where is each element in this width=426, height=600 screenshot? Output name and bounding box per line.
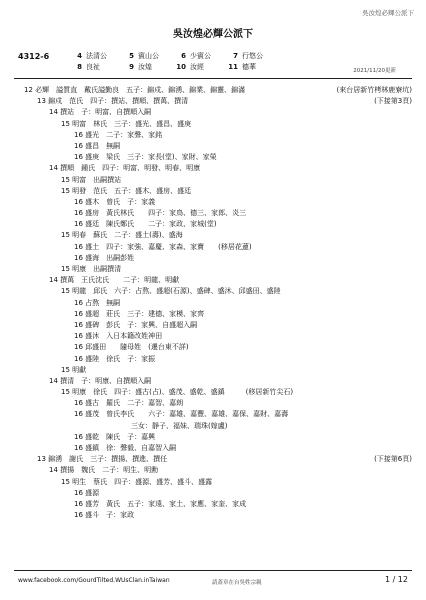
line-text: 16 盛陸 徐氏 子：家振 — [74, 354, 156, 363]
line-text: 16 盛庚 梁氏 三子：家長(堂)、家財、家榮 — [74, 153, 217, 162]
header-right-title: 吳汝煌必輝公派下 — [362, 9, 414, 17]
line-text: 13 錦湧 謝氏 三子：撰揚、撰進、撰任 — [37, 455, 168, 464]
branch-name: 少賓公 — [190, 52, 211, 60]
line-text: 16 盛昌 無嗣 — [74, 141, 121, 150]
line-text: 13 錦戍 范氏 四子：撰站、撰順、撰萬、撰清 — [37, 97, 189, 106]
branch-name: 行悠公 — [242, 52, 263, 60]
branch-row — [70, 51, 278, 62]
genealogy-line — [0, 309, 426, 320]
line-text: 16 占熬 無嗣 — [74, 298, 121, 307]
line-text: 15 明康 出嗣撰清 — [61, 265, 122, 273]
branch-name: 汝經 — [190, 63, 204, 71]
line-text: 16 盛光 二子：家聲、家銘 — [74, 130, 163, 139]
branch-name: 汝煌 — [138, 63, 152, 71]
line-note: (來台居新竹栲林鹿寮坑) — [336, 86, 412, 94]
genealogy-line — [0, 275, 426, 286]
genealogy-line — [0, 208, 426, 219]
line-text: 16 盛鎮 徐：聲毅、自嘉智入嗣 — [74, 444, 177, 452]
genealogy-line — [0, 365, 426, 376]
footer-note: 請蓋章在台吳姓宗親 — [212, 580, 262, 586]
branch-cell — [174, 51, 226, 62]
genealogy-line — [0, 488, 426, 499]
branch-number: 6 — [181, 52, 186, 60]
genealogy-line — [0, 409, 426, 420]
genealogy-line — [0, 264, 426, 275]
footer-divider — [14, 570, 412, 571]
genealogy-line — [0, 141, 426, 152]
line-text: 16 盛木 曾氏 子：家義 — [74, 197, 156, 206]
genealogy-list — [0, 85, 426, 521]
line-text: 14 撰揚 魏氏 二子：明生、明勳 — [49, 466, 159, 475]
line-text: 14 撰清 子：明康、自撰順入嗣 — [49, 376, 152, 385]
line-text: 14 撰順 鍾氏 四子：明富、明發、明春、明康 — [49, 164, 201, 173]
genealogy-line — [0, 398, 426, 409]
branch-number: 8 — [77, 63, 82, 71]
branch-number: 7 — [233, 52, 238, 60]
line-text: 15 明生 蔡氏 四子：盛源、盛芳、盛斗、盛露 — [61, 477, 213, 486]
genealogy-line — [0, 107, 426, 118]
genealogy-line — [0, 298, 426, 309]
branch-number: 5 — [129, 52, 134, 60]
line-text: 16 盛源 — [74, 488, 100, 497]
footer-link[interactable]: www.facebook.com/GourdTilted.WUsClan.inTaiwan — [18, 577, 170, 584]
line-text: 15 明富 出嗣撰站 — [61, 175, 122, 184]
genealogy-line — [0, 354, 426, 365]
line-text: 16 盛乾 陳氏 子：嘉興 — [74, 432, 156, 441]
genealogy-line — [0, 342, 426, 353]
branch-table — [70, 51, 278, 73]
genealogy-line — [0, 510, 426, 521]
line-text: 16 盛碑 彭氏 子：家興、自盛超入嗣 — [74, 320, 198, 329]
branch-cell — [70, 51, 122, 62]
genealogy-line — [0, 320, 426, 331]
line-text: 三女：靜子、福妹、瑞珠(嫁盧) — [131, 421, 228, 430]
genealogy-line — [0, 331, 426, 342]
genealogy-line — [0, 130, 426, 141]
line-text: 15 明康 徐氏 四子：盛古(占)、盛茂、盛乾、盛鎮 (移居新竹尖石) — [61, 388, 294, 397]
genealogy-line — [0, 119, 426, 130]
genealogy-line — [0, 230, 426, 241]
line-text: 16 盛廷 陳氏鄭氏 二子：家政、家城(堂) — [74, 220, 217, 229]
branch-number: 4 — [77, 52, 82, 60]
branch-name: 賓山公 — [138, 52, 159, 60]
line-note: (下接第3頁) — [374, 97, 412, 106]
branch-cell — [174, 62, 226, 73]
branch-number: 9 — [129, 63, 134, 71]
genealogy-line — [0, 477, 426, 488]
genealogy-line — [0, 163, 426, 174]
branch-number: 11 — [228, 63, 238, 71]
update-date: 2021/11/20更新 — [353, 68, 396, 74]
branch-name: 德華 — [242, 63, 256, 71]
line-text: 16 盛超 莊氏 三子：建德、家模、家齊 — [74, 309, 205, 318]
genealogy-line — [0, 376, 426, 387]
line-text: 15 明龍 邱氏 六子：占熬、盛超(石源)、盛碑、盛沐、邱盛田、盛陸 — [61, 287, 281, 296]
line-note: (下接第6頁) — [374, 455, 412, 464]
line-text: 15 明發 范氏 五子：盛木、盛房、盛廷 — [61, 186, 192, 195]
genealogy-line — [0, 465, 426, 476]
line-text: 16 盛土 四子：家強、嘉慶、家森、家寶 (移居花蓮) — [74, 242, 252, 251]
line-text: 14 撰萬 王氏沈氏 二子：明龍、明獻 — [49, 276, 180, 285]
genealogy-line — [0, 454, 426, 465]
line-text: 16 盛沐 入日本籍改姓神田 — [74, 332, 163, 341]
branch-row — [70, 62, 278, 73]
branch-cell — [122, 62, 174, 73]
branch-cell — [226, 62, 278, 73]
branch-number: 10 — [176, 63, 186, 71]
line-text: 16 盛古 羅氏 二子：嘉智、嘉朗 — [74, 399, 184, 408]
genealogy-line — [0, 443, 426, 454]
genealogy-line — [0, 186, 426, 197]
genealogy-line — [0, 85, 426, 96]
branch-name: 法清公 — [86, 52, 107, 60]
line-text: 16 盛海 出嗣彭姓 — [74, 253, 135, 262]
line-text: 14 撰站 子：明富、自撰順入嗣 — [49, 108, 152, 117]
line-text: 16 盛房 黃氏林氏 四子：家鳥、德三、家郎、炎三 — [74, 209, 247, 218]
genealogy-line — [0, 242, 426, 253]
line-text: 15 明獻 — [61, 365, 87, 374]
genealogy-line — [0, 421, 426, 432]
genealogy-line — [0, 387, 426, 398]
genealogy-line — [0, 96, 426, 107]
line-text: 16 盛芳 黃氏 五子：家遠、家土、家應、家奎、家成 — [74, 499, 247, 508]
branch-cell — [122, 51, 174, 62]
genealogy-line — [0, 219, 426, 230]
line-text: 12 必輝 謚質直 戴氏謚勤良 五子：錦戍、錦湧、錦業、錦靈、錦滿 — [24, 86, 246, 94]
page-number: 1 / 12 — [384, 575, 408, 584]
line-text: 16 邱盛田 隨母姓 (遷台東不詳) — [74, 343, 189, 352]
branch-name: 良祉 — [86, 63, 100, 71]
genealogy-line — [0, 197, 426, 208]
genealogy-line — [0, 286, 426, 297]
genealogy-line — [0, 253, 426, 264]
branch-cell — [70, 62, 122, 73]
genealogy-line — [0, 499, 426, 510]
genealogy-line — [0, 152, 426, 163]
line-text: 15 明春 蘇氏 二子：盛土(壽)、盛海 — [61, 231, 183, 240]
branch-cell — [226, 51, 278, 62]
header-divider — [14, 78, 412, 79]
line-text: 16 盛斗 子：家政 — [74, 511, 135, 520]
branch-code: 4312-6 — [18, 52, 50, 61]
document-title: 吳汝煌必輝公派下 — [173, 29, 253, 40]
genealogy-line — [0, 175, 426, 186]
line-text: 16 盛茂 曾氏李氏 六子：嘉雄、嘉豐、嘉雄、嘉保、嘉財、嘉壽 — [74, 410, 289, 419]
genealogy-line — [0, 432, 426, 443]
line-text: 15 明富 林氏 三子：盛光、盛昌、盛庚 — [61, 119, 192, 128]
